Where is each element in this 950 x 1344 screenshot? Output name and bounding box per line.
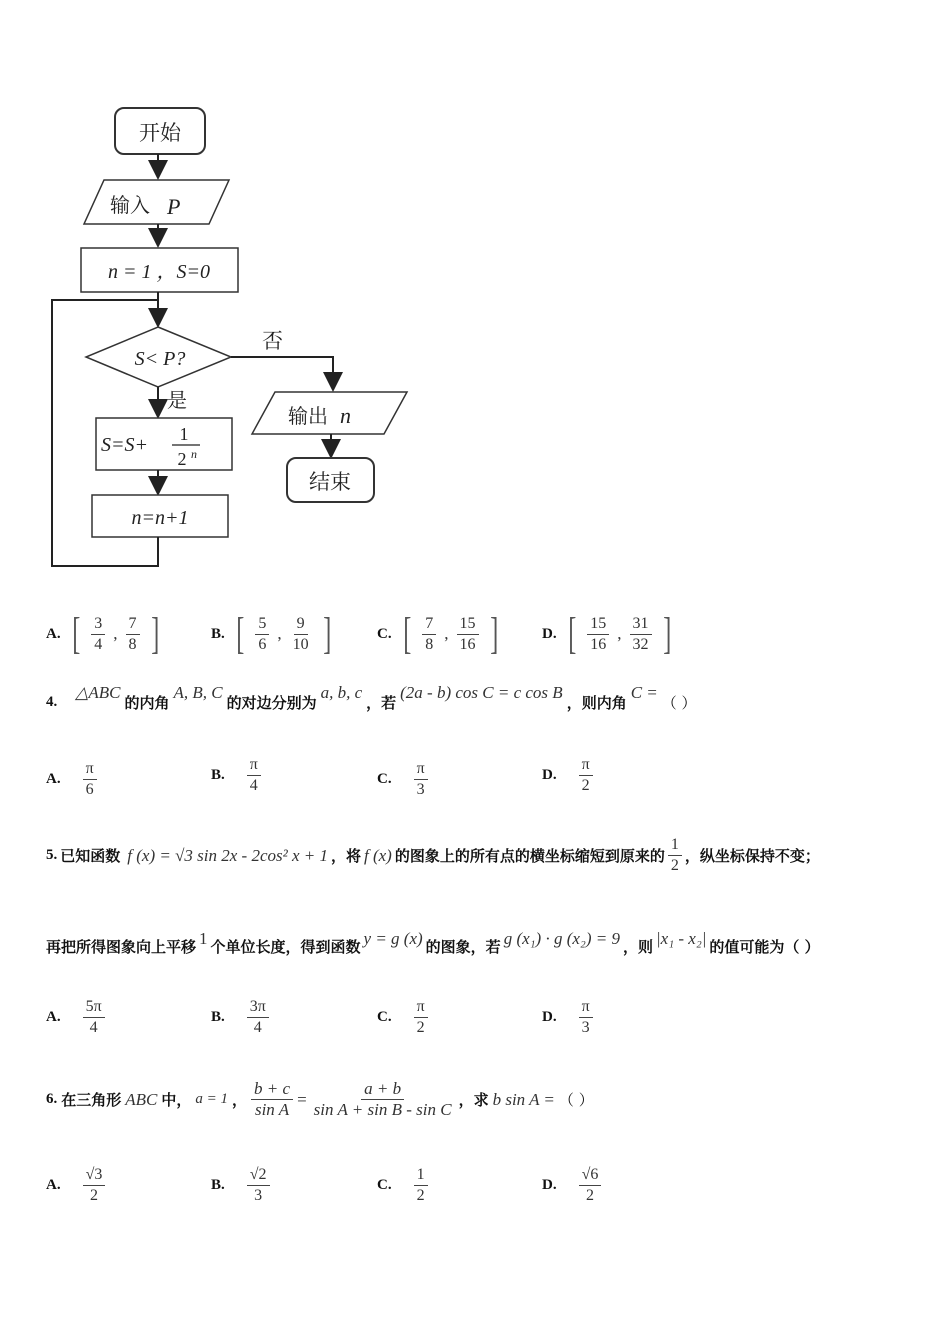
text: 的内角 <box>124 694 170 712</box>
option-label: A. <box>46 1177 61 1193</box>
option-label: A. <box>46 771 61 787</box>
frac: $\frac{15}{16}$ <box>457 615 479 654</box>
frac: $\frac{\pi}{4}$ <box>247 756 261 795</box>
q4-stem <box>46 682 697 713</box>
text: 的图象，若 <box>425 938 501 956</box>
start-text: 开始 <box>139 121 181 145</box>
frac: $\frac{b + c}{\text{sin A}}$ <box>251 1080 293 1119</box>
q6-option-b[interactable] <box>211 1166 270 1205</box>
math: f (x) = √3 sin 2x - 2cos² x + 1 <box>127 845 328 865</box>
option-label: B. <box>211 625 225 642</box>
init-text: n = 1 ，S=0 <box>108 261 210 283</box>
option-label: A. <box>46 625 61 642</box>
q6-stem <box>46 1080 594 1119</box>
frac: $\frac{7}{8}$ <box>422 615 436 654</box>
q3-option-c[interactable]: C. [ $\frac{7}{8}$ , $\frac{15}{16}$ ] <box>377 609 498 658</box>
math: (2a - b) cos C = c cos B <box>400 682 563 702</box>
math: = <box>297 1089 307 1109</box>
input-var: P <box>167 194 181 219</box>
q5-option-b[interactable] <box>211 998 269 1037</box>
option-label: D. <box>542 625 557 642</box>
option-label: B. <box>211 767 225 783</box>
frac: $\frac{9}{10}$ <box>292 614 309 653</box>
question-number: 6. <box>46 1091 58 1107</box>
frac: $\frac{3\pi}{4}$ <box>247 998 269 1037</box>
option-label: A. <box>46 1009 61 1025</box>
q6-option-a[interactable] <box>46 1166 105 1205</box>
math: A, B, C <box>173 682 223 702</box>
text: ， <box>232 1091 248 1109</box>
frac: $\frac{\pi}{3}$ <box>414 760 428 799</box>
update-s-frac-num: 1 <box>179 424 189 444</box>
text: ，纵坐标保持不变； <box>684 847 820 865</box>
flowchart <box>0 0 460 600</box>
condition-text: S< P? <box>134 348 186 370</box>
frac: $\frac{1}{2}$ <box>668 836 682 875</box>
math: C = <box>630 682 658 702</box>
update-s-frac-den: 2 <box>177 449 187 469</box>
text: 个单位长度，得到函数 <box>210 938 361 956</box>
output-var: n <box>340 403 351 428</box>
frac: $\frac{1}{2}$ <box>414 1166 428 1205</box>
frac: $\frac{√2}{3}$ <box>247 1166 270 1205</box>
option-label: B. <box>211 1177 225 1193</box>
input-text: 输入 <box>110 193 150 217</box>
option-label: C. <box>377 1177 392 1193</box>
q4-option-c[interactable] <box>377 760 428 799</box>
text: 在三角形 <box>61 1091 122 1109</box>
yes-label: 是 <box>167 388 187 412</box>
q4-option-a[interactable] <box>46 760 97 799</box>
math: a, b, c <box>320 682 363 702</box>
math: b sin A = <box>492 1089 555 1109</box>
frac: $\frac{15}{16}$ <box>587 615 609 654</box>
question-number: 4. <box>46 694 58 710</box>
q5-option-c[interactable] <box>377 998 428 1037</box>
math: 1 <box>199 928 208 948</box>
option-label: C. <box>377 771 392 787</box>
option-label: D. <box>542 1009 557 1025</box>
option-label: B. <box>211 1009 225 1025</box>
text: ，求 <box>458 1091 489 1109</box>
q5-stem-line2 <box>46 928 820 957</box>
frac: $\frac{5\pi}{4}$ <box>83 998 105 1037</box>
math: f (x) <box>364 845 392 865</box>
math: a = 1 <box>195 1091 229 1107</box>
frac: $\frac{31}{32}$ <box>630 615 652 654</box>
option-label: D. <box>542 767 557 783</box>
text: ，将 <box>330 847 361 865</box>
q4-option-d[interactable] <box>542 756 593 795</box>
option-label: C. <box>377 625 392 642</box>
option-label: D. <box>542 1177 557 1193</box>
math: |x₁ - x₂| <box>655 928 707 948</box>
option-label: C. <box>377 1009 392 1025</box>
text: 的图象上的所有点的横坐标缩短到原来的 <box>394 847 665 865</box>
update-s-text: S=S+ <box>101 434 148 456</box>
frac: $\frac{√6}{2}$ <box>579 1166 602 1205</box>
frac: $\frac{\pi}{2}$ <box>579 756 593 795</box>
text: 再把所得图象向上平移 <box>46 938 197 956</box>
frac: $\frac{√3}{2}$ <box>83 1166 106 1205</box>
q3-option-b[interactable]: B. [ $\frac{5}{6}$ , $\frac{9}{10}$ ] <box>211 609 332 658</box>
no-label: 否 <box>262 329 283 353</box>
q5-option-a[interactable] <box>46 998 105 1037</box>
text: 的值可能为（ ） <box>709 938 820 956</box>
q4-option-b[interactable] <box>211 756 261 795</box>
input-box <box>84 180 229 224</box>
q3-option-d[interactable]: D. [ $\frac{15}{16}$ , $\frac{31}{32}$ ] <box>542 609 671 658</box>
math: y = g (x) <box>363 928 423 948</box>
frac: $\frac{a + b}{\text{sin A + sin B - sin C}}$ <box>313 1079 452 1119</box>
math: △ABC <box>75 682 121 702</box>
frac: $\frac{\pi}{2}$ <box>414 998 428 1037</box>
q3-option-a[interactable]: A. [ $\frac{3}{4}$ , $\frac{7}{8}$ ] <box>46 609 159 658</box>
text: 的对边分别为 <box>226 694 317 712</box>
q6-option-d[interactable] <box>542 1166 601 1205</box>
frac: $\frac{5}{6}$ <box>255 615 269 654</box>
text: ，则内角 <box>566 694 627 712</box>
math: ABC <box>125 1089 158 1109</box>
math: g (x₁) · g (x₂) = 9 <box>503 928 620 948</box>
frac: $\frac{\pi}{6}$ <box>83 760 97 799</box>
text: 中， <box>161 1091 192 1109</box>
update-s-frac-exp: n <box>191 447 197 461</box>
text: ，则 <box>622 938 653 956</box>
question-number: 5. <box>46 847 58 863</box>
output-text: 输出 <box>288 404 328 428</box>
text: （ ） <box>558 1091 594 1109</box>
frac: $\frac{3}{4}$ <box>91 615 105 654</box>
text: 已知函数 <box>60 847 121 865</box>
output-box <box>252 392 407 434</box>
frac: $\frac{7}{8}$ <box>126 615 140 654</box>
q6-option-c[interactable] <box>377 1166 428 1205</box>
text: ，若 <box>366 694 397 712</box>
text: （ ） <box>661 694 697 712</box>
end-text: 结束 <box>309 470 351 494</box>
frac: $\frac{\pi}{3}$ <box>579 998 593 1037</box>
q5-stem-line1 <box>46 836 820 875</box>
update-n-text: n=n+1 <box>131 507 189 529</box>
q5-option-d[interactable] <box>542 998 593 1037</box>
